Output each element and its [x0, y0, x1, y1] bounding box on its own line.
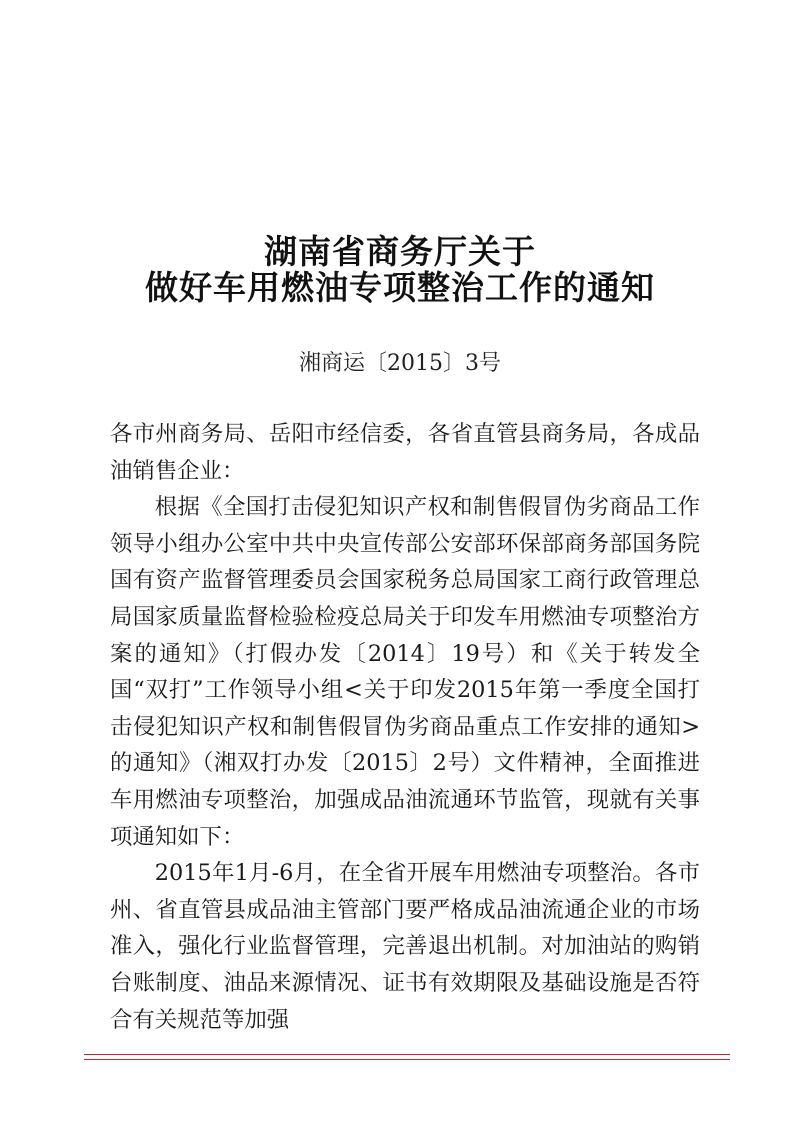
- addressee-paragraph: 各市州商务局、岳阳市经信委，各省直管县商务局，各成品油销售企业：: [110, 421, 700, 484]
- document-title-line-1: 湖南省商务厅关于: [264, 232, 536, 271]
- body-paragraph-2: 2015年1月-6月，在全省开展车用燃油专项整治。各市州、省直管县成品油主管部门要严格成品油流通企业的市场准入，强化行业监督管理，完善退出机制。对加油站的购销台账制度、油品来源情况、证书有效期限及基础设施是否符合有关规范等加强: [110, 860, 700, 1033]
- footer-rule-top: [84, 1054, 730, 1055]
- document-title-line-2: 做好车用燃油专项整治工作的通知: [145, 268, 655, 307]
- document-number: 湘商运〔2015〕3号: [299, 351, 501, 376]
- footer-rule-bottom: [84, 1059, 730, 1060]
- document-body: [110, 416, 700, 1038]
- body-paragraph-1: 根据《全国打击侵犯知识产权和制售假冒伪劣商品工作领导小组办公室中共中央宣传部公安部环保部商务部国务院国有资产监督管理委员会国家税务总局国家工商行政管理总局国家质量监督检验检疫总局关于印发车用燃油专项整治方案的通知》（打假办发〔2014〕19号）和《关于转发全国“双打”工作领导小组<关于印发2015年第一季度全国打击侵犯知识产权和制售假冒伪劣商品重点工作安排的通知>的通知》（湘双打办发〔2015〕2号）文件精神，全面推进车用燃油专项整治，加强成品油流通环节监管，现就有关事项通知如下：: [110, 494, 700, 850]
